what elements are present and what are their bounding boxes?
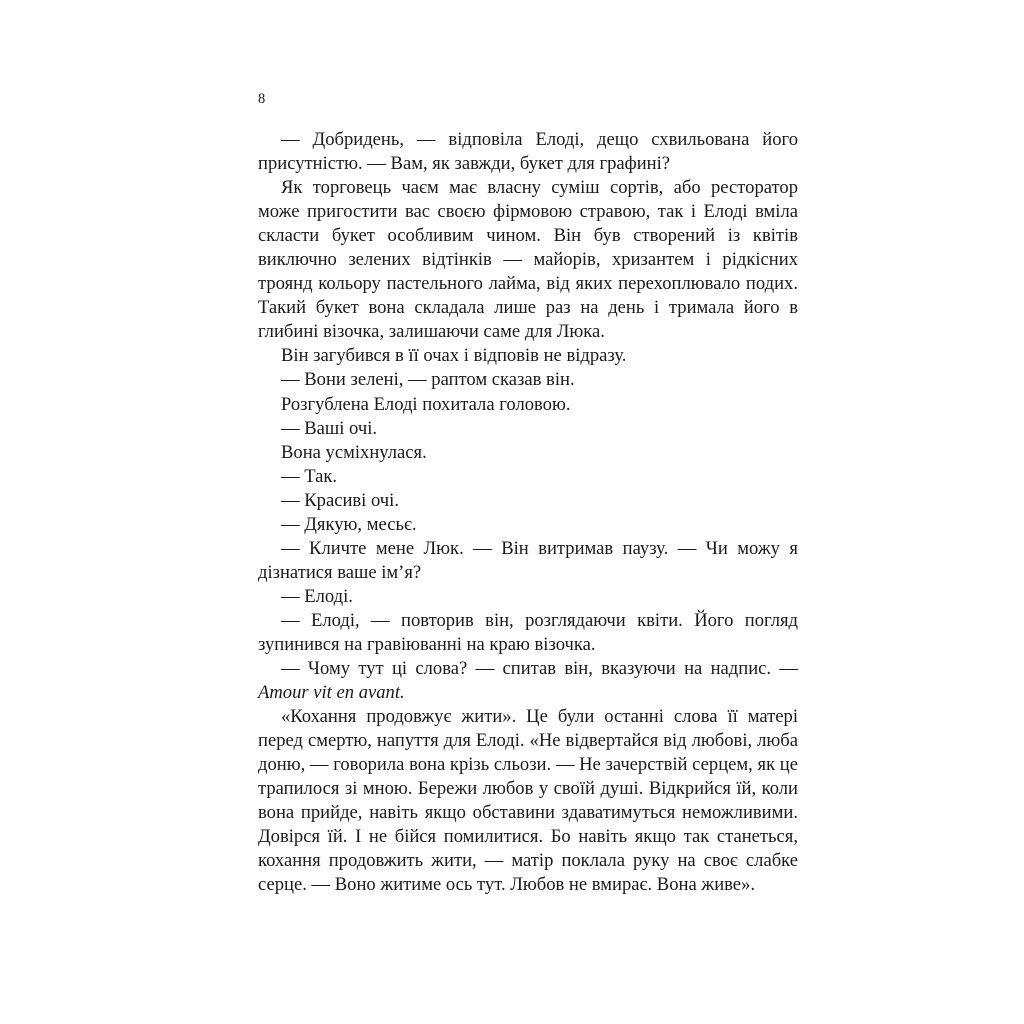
page-number: 8 [258,91,266,107]
paragraph: — Так. [281,465,338,487]
paragraph: — Дякую, месьє. [281,513,417,535]
paragraph: Він загубився в її очах і відповів не відразу. [281,345,627,367]
paragraph-with-inscription [258,657,798,705]
paragraph: — Елоді, — повторив він, розглядаючи квіти. Його погляд зупинився на гравіюванні на краю візочка. [258,609,798,655]
paragraph: — Кличте мене Люк. — Він витримав паузу. — Чи можу я дізнатися ваше ім’я? [258,537,798,583]
paragraph: — Красиві очі. [281,489,399,511]
paragraph: — Ваші очі. [281,417,378,439]
paragraph: Як торговець чаєм має власну суміш сортів, або ресторатор може пригостити вас своєю фірмовою стравою, так і Елоді вміла скласти букет особливим чином. Він був створений із квітів виключно зелених відтінків — майорів, хризантем і рідкісних троянд кольору пастельного лайма, від яких перехоплювало подих. Такий букет вона складала лише раз на день і тримала його в глибині візочка, залишаючи саме для Люка. [258,177,798,343]
body-text-column [258,128,798,898]
paragraph: — Добридень, — відповіла Елоді, дещо схвильована його присутністю. — Вам, як завжди, букет для графині? [258,129,798,175]
paragraph: «Кохання продовжує жити». Це були останні слова її матері перед смертю, напуття для Елоді. «Не відвертайся від любові, люба доню, — говорила вона крізь сльози. — Не зачерствій серцем, як це трапилося зі мною. Бережи любов у своїй душі. Відкрийся їй, коли вона прийде, навіть якщо обставини здаватимуться неможливими. Довірся їй. І не бійся помилитися. Бо навіть якщо так станеться, кохання продовжить жити, — матір поклала руку на своє слабке серце. — Воно житиме ось тут. Любов не вмирає. Вона живе». [258,706,798,896]
paragraph: — Елоді. [281,585,353,607]
paragraph-text: — Чому тут ці слова? — спитав він, вказуючи на надпис. — [281,658,798,680]
inscription-italic: Amour vit en avant. [258,682,405,704]
paragraph: Розгублена Елоді похитала головою. [281,393,571,415]
paragraph: Вона усміхнулася. [281,441,427,463]
paragraph: — Вони зелені, — раптом сказав він. [281,369,575,391]
